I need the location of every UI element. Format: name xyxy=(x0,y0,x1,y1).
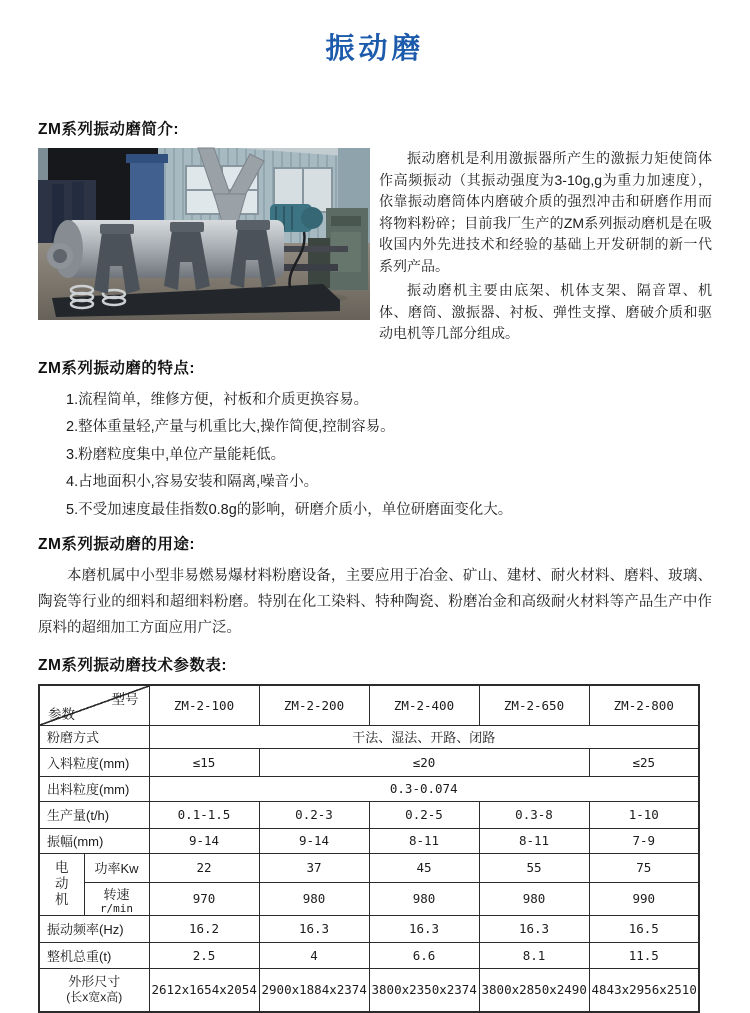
cell-value: 0.2-5 xyxy=(369,801,479,828)
intro-text xyxy=(379,148,712,345)
cell-value: 9-14 xyxy=(149,828,259,853)
dimensions-label-line1: 外形尺寸 xyxy=(68,974,121,990)
row-label: 生产量(t/h) xyxy=(39,801,149,828)
cell-value: 4843x2956x2510 xyxy=(589,968,699,1012)
model-header: ZM-2-200 xyxy=(259,685,369,725)
cell-value: 11.5 xyxy=(589,942,699,968)
table-row-feed-size xyxy=(39,748,699,776)
table-row-motor-speed xyxy=(39,882,699,915)
features-list xyxy=(38,387,712,525)
cell-value: ≤15 xyxy=(149,748,259,776)
table-row-frequency xyxy=(39,915,699,942)
cell-value: 6.6 xyxy=(369,942,479,968)
table-row-capacity xyxy=(39,801,699,828)
model-header: ZM-2-100 xyxy=(149,685,259,725)
cell-value: 970 xyxy=(149,882,259,915)
cell-value: 0.3-0.074 xyxy=(149,776,699,801)
cell-value: 8-11 xyxy=(369,828,479,853)
feature-item: 2.整体重量轻,产量与机重比大,操作简便,控制容易。 xyxy=(66,419,395,435)
cell-value: 980 xyxy=(479,882,589,915)
row-label: 振动频率(Hz) xyxy=(39,915,149,942)
row-label: 整机总重(t) xyxy=(39,942,149,968)
cell-value: ≤25 xyxy=(589,748,699,776)
model-header: ZM-2-800 xyxy=(589,685,699,725)
table-row-amplitude xyxy=(39,828,699,853)
specs-table xyxy=(38,684,700,1013)
row-sublabel: 功率Kw xyxy=(84,853,149,882)
cell-value: 8-11 xyxy=(479,828,589,853)
motor-label-text: 电动机 xyxy=(55,859,69,908)
cell-value: 990 xyxy=(589,882,699,915)
table-row-output-size xyxy=(39,776,699,801)
cell-value: 0.3-8 xyxy=(479,801,589,828)
cell-value: 980 xyxy=(369,882,479,915)
row-label: 入料粒度(mm) xyxy=(39,748,149,776)
speed-label-line1: 转速 xyxy=(103,886,130,902)
row-label: 粉磨方式 xyxy=(39,725,149,748)
table-row-grinding-mode xyxy=(39,725,699,748)
intro-heading: ZM系列振动磨简介: xyxy=(38,121,180,138)
cell-value: 37 xyxy=(259,853,369,882)
cell-value: 16.3 xyxy=(369,915,479,942)
table-corner-cell xyxy=(39,685,149,725)
cell-value: 0.1-1.5 xyxy=(149,801,259,828)
cell-value: 3800x2850x2490 xyxy=(479,968,589,1012)
motor-group-label xyxy=(39,853,84,915)
vibration-mill-photo xyxy=(38,148,370,320)
table-row-dimensions xyxy=(39,968,699,1012)
speed-label-line2: r/min xyxy=(99,901,134,915)
cell-value: 4 xyxy=(259,942,369,968)
cell-value: 9-14 xyxy=(259,828,369,853)
cell-value: 0.2-3 xyxy=(259,801,369,828)
page-title: 振动磨 xyxy=(325,33,425,65)
model-header: ZM-2-400 xyxy=(369,685,479,725)
row-sublabel xyxy=(84,882,149,915)
cell-value: 55 xyxy=(479,853,589,882)
feature-item: 1.流程简单，维修方便，衬板和介质更换容易。 xyxy=(66,391,369,408)
cell-value: ≤20 xyxy=(259,748,589,776)
cell-value: 75 xyxy=(589,853,699,882)
cell-value: 3800x2350x2374 xyxy=(369,968,479,1012)
model-header: ZM-2-650 xyxy=(479,685,589,725)
cell-value: 45 xyxy=(369,853,479,882)
feature-item: 5.不受加速度最佳指数0.8g的影响，研磨介质小，单位研磨面变化大。 xyxy=(66,501,513,518)
intro-paragraph-2: 振动磨机主要由底架、机体支架、隔音罩、机体、磨筒、激振器、衬板、弹性支撑、磨破介质和驱动电机等几部分组成。 xyxy=(379,282,712,341)
table-row-header xyxy=(39,685,699,725)
feature-item: 3.粉磨粒度集中,单位产量能耗低。 xyxy=(66,446,286,463)
corner-model-label: 型号 xyxy=(111,692,139,707)
cell-value: 22 xyxy=(149,853,259,882)
usage-paragraph: 本磨机属中小型非易燃易爆材料粉磨设备，主要应用于冶金、矿山、建材、耐火材料、磨料、玻璃、陶瓷等行业的细料和超细料粉磨。特别在化工染料、特种陶瓷、粉磨冶金和高级耐火材料等产品生产中作原料的超细加工方面应用广泛。 xyxy=(38,568,712,636)
cell-value: 16.5 xyxy=(589,915,699,942)
cell-value: 8.1 xyxy=(479,942,589,968)
row-label xyxy=(39,968,149,1012)
dimensions-label-line2: (长x宽x高) xyxy=(66,990,123,1005)
intro-paragraph-1: 振动磨机是利用激振器所产生的激振力矩使筒体作高频振动（其振动强度为3-10g,g为重力加速度），依靠振动磨筒体内磨破介质的强烈冲击和研磨作用而将物料粉碎；目前我厂生产的ZM系列振动磨机是在吸收国内外先进技术和经验的基础上开发研制的新一代系列产品。 xyxy=(379,150,712,274)
row-label: 出料粒度(mm) xyxy=(39,776,149,801)
cell-value: 16.3 xyxy=(259,915,369,942)
table-row-weight xyxy=(39,942,699,968)
cell-value: 2612x1654x2054 xyxy=(149,968,259,1012)
cell-value: 980 xyxy=(259,882,369,915)
feature-item: 4.占地面积小,容易安装和隔离,噪音小。 xyxy=(66,474,319,490)
cell-value: 干法、湿法、开路、闭路 xyxy=(149,725,699,748)
row-label: 振幅(mm) xyxy=(39,828,149,853)
corner-param-label: 参数 xyxy=(48,706,75,722)
cell-value: 7-9 xyxy=(589,828,699,853)
machine-illustration xyxy=(38,148,370,320)
cell-value: 2.5 xyxy=(149,942,259,968)
features-heading: ZM系列振动磨的特点: xyxy=(38,359,196,377)
cell-value: 1-10 xyxy=(589,801,699,828)
table-row-motor-power xyxy=(39,853,699,882)
intro-section xyxy=(38,148,712,345)
usage-heading: ZM系列振动磨的用途: xyxy=(38,536,196,553)
cell-value: 16.2 xyxy=(149,915,259,942)
specs-heading: ZM系列振动磨技术参数表: xyxy=(38,657,228,674)
cell-value: 2900x1884x2374 xyxy=(259,968,369,1012)
cell-value: 16.3 xyxy=(479,915,589,942)
